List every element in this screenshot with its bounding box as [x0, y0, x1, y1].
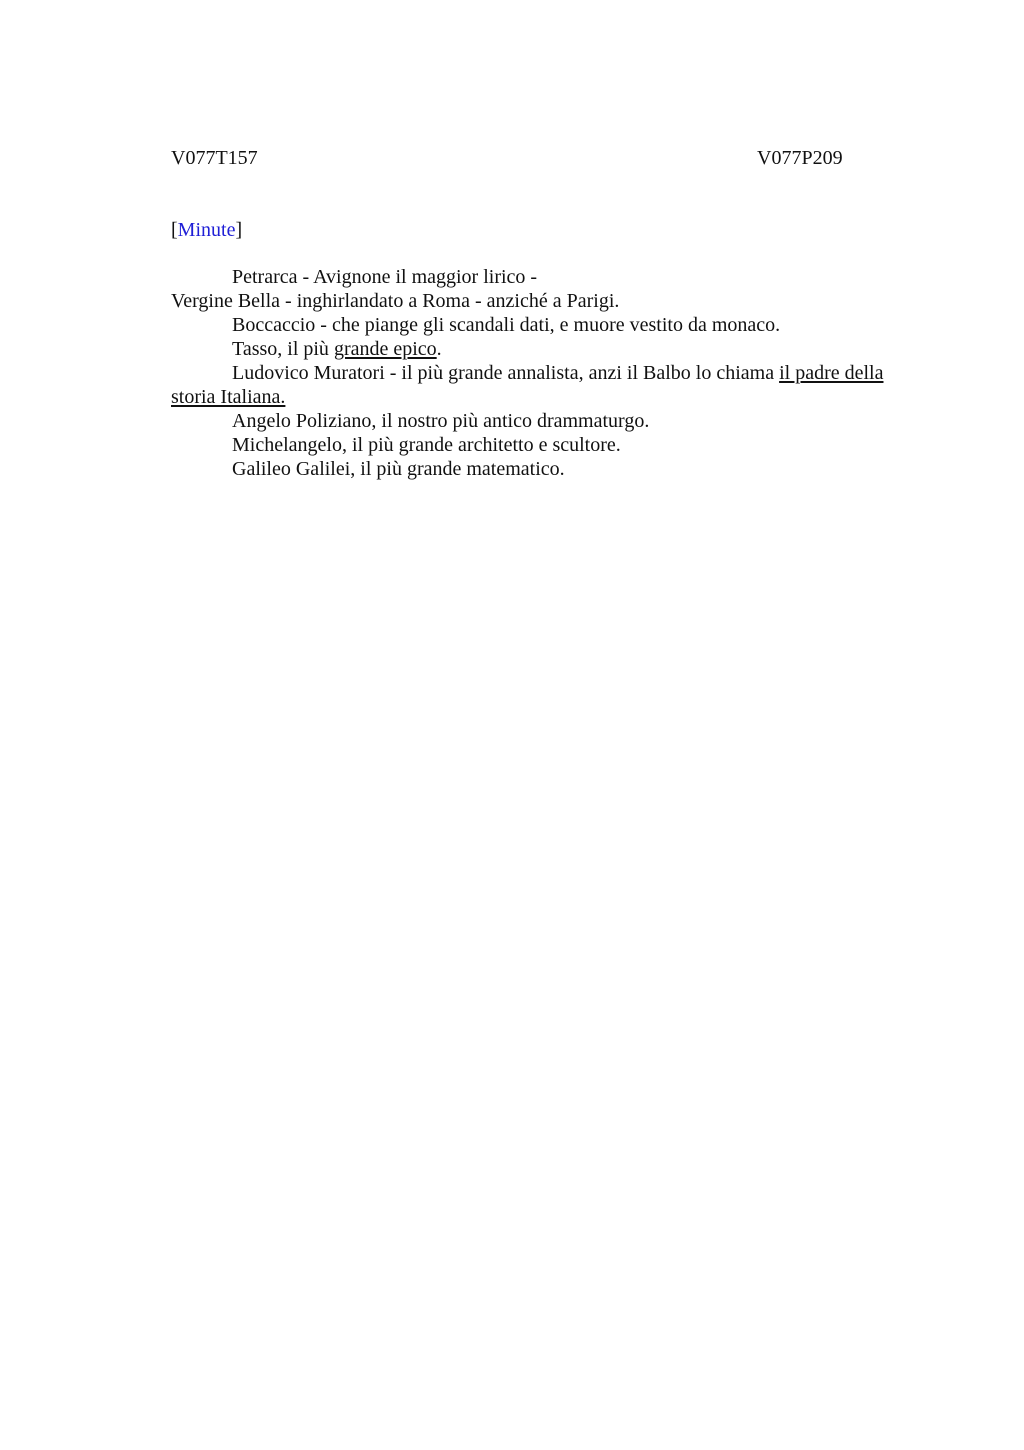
- text-line-petrarca: Petrarca - Avignone il maggior lirico -: [232, 266, 538, 288]
- text-line-poliziano: Angelo Poliziano, il nostro più antico drammaturgo.: [232, 410, 650, 432]
- minute-link[interactable]: Minute: [177, 219, 236, 241]
- text-line-storia-italiana: [171, 385, 916, 409]
- tasso-underlined: grande epico: [333, 338, 437, 360]
- open-bracket: [: [171, 219, 178, 241]
- text-line-tasso: [171, 337, 916, 361]
- muratori-prefix: Ludovico Muratori - il più grande annalista, anzi il Balbo lo chiama: [232, 362, 780, 384]
- close-bracket: ]: [235, 219, 243, 241]
- storia-underlined: storia Italiana.: [171, 386, 286, 408]
- section-label: [171, 218, 242, 242]
- document-code-left: V077T157: [171, 147, 258, 169]
- tasso-suffix: .: [436, 338, 442, 360]
- tasso-prefix: Tasso, il più: [232, 338, 334, 360]
- document-code-right: V077P209: [757, 147, 843, 169]
- text-line-muratori: [171, 361, 916, 385]
- body-text: [171, 265, 916, 481]
- text-line-boccaccio: Boccaccio - che piange gli scandali dati, e muore vestito da monaco.: [232, 314, 781, 336]
- text-line-galileo: Galileo Galilei, il più grande matematico.: [232, 458, 565, 480]
- text-line-vergine-bella: Vergine Bella - inghirlandato a Roma - anziché a Parigi.: [171, 290, 620, 312]
- text-line-michelangelo: Michelangelo, il più grande architetto e scultore.: [232, 434, 621, 456]
- muratori-underlined: il padre della: [779, 362, 884, 384]
